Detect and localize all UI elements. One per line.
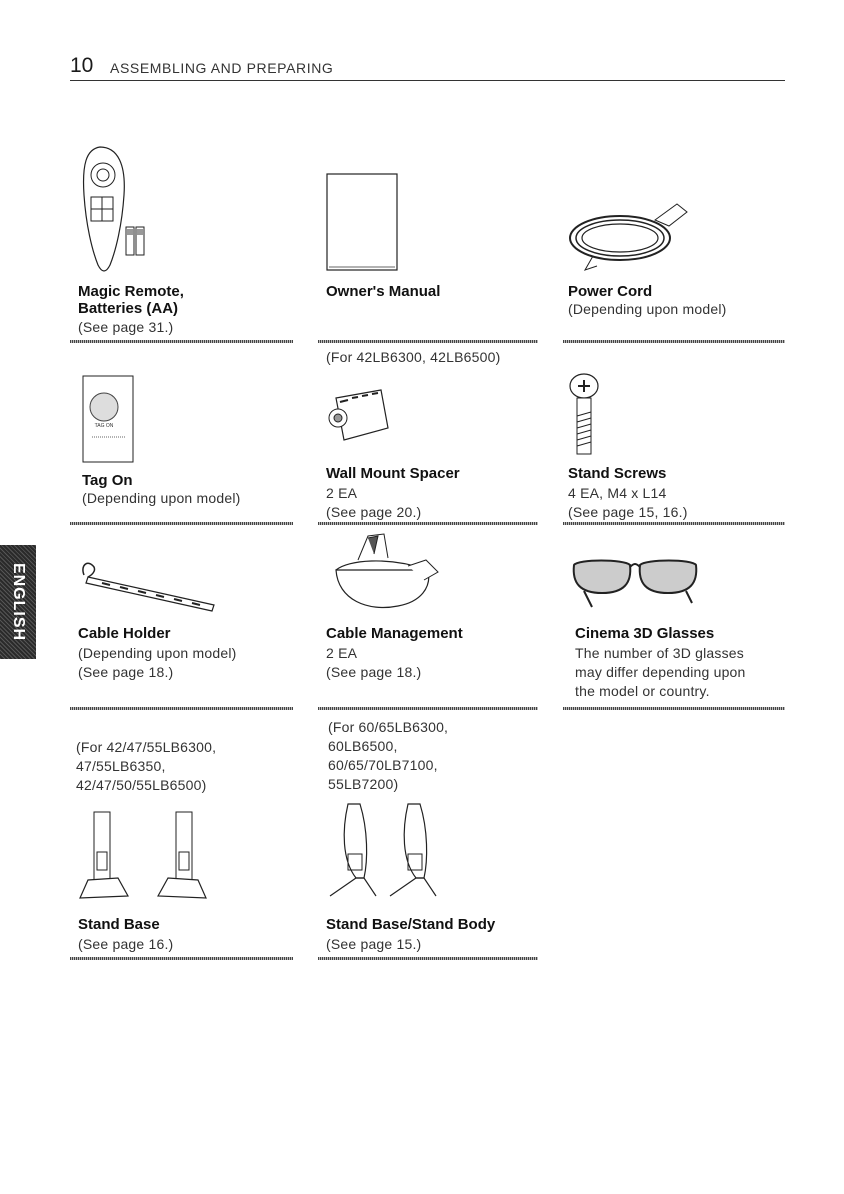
- wall-mount-spacer-illustration: [326, 388, 391, 444]
- divider: [318, 707, 538, 710]
- tag-on-name: Tag On: [82, 472, 133, 489]
- stand-body-model-line3: 60/65/70LB7100,: [328, 757, 438, 773]
- divider: [70, 340, 293, 343]
- language-tab-label: ENGLISH: [10, 562, 27, 642]
- cinema-3d-glasses-illustration: [568, 555, 703, 613]
- stand-base-body-name: Stand Base/Stand Body: [326, 916, 496, 933]
- language-tab: [0, 545, 36, 659]
- magic-remote-name-line2: Batteries (AA): [78, 300, 179, 317]
- cable-holder-detail-2: (See page 18.): [78, 664, 174, 680]
- tag-on-image-text: TAG ON: [94, 423, 114, 429]
- wall-mount-spacer-name: Wall Mount Spacer: [326, 465, 460, 482]
- stand-body-model-line2: 60LB6500,: [328, 738, 398, 754]
- magic-remote-illustration: [78, 145, 163, 285]
- owners-manual-illustration: [326, 173, 398, 271]
- power-cord-name: Power Cord: [568, 283, 653, 300]
- divider: [318, 340, 538, 343]
- divider: [563, 340, 785, 343]
- stand-base-body-page: (See page 15.): [326, 936, 422, 952]
- page-number: 10: [70, 54, 94, 77]
- cable-holder-name: Cable Holder: [78, 625, 171, 642]
- wall-mount-spacer-qty: 2 EA: [326, 485, 358, 501]
- cable-management-name: Cable Management: [326, 625, 463, 642]
- page-header: [70, 56, 785, 81]
- section-title: ASSEMBLING AND PREPARING: [110, 60, 334, 76]
- cinema-3d-glasses-note-1: The number of 3D glasses: [575, 645, 744, 661]
- stand-body-model-line1: (For 60/65LB6300,: [328, 719, 449, 735]
- stand-screws-spec: 4 EA, M4 x L14: [568, 485, 667, 501]
- divider: [563, 522, 785, 525]
- magic-remote-detail: (See page 31.): [78, 319, 174, 335]
- cinema-3d-glasses-note-3: the model or country.: [575, 683, 710, 699]
- cable-management-page: (See page 18.): [326, 664, 422, 680]
- cable-holder-detail-1: (Depending upon model): [78, 645, 237, 661]
- stand-base-page: (See page 16.): [78, 936, 174, 952]
- stand-body-model-line4: 55LB7200): [328, 776, 399, 792]
- divider: [70, 957, 293, 960]
- stand-base-illustration: [78, 808, 213, 906]
- magic-remote-name-line1: Magic Remote,: [78, 283, 184, 300]
- stand-screws-name: Stand Screws: [568, 465, 667, 482]
- cable-management-qty: 2 EA: [326, 645, 358, 661]
- stand-screw-illustration: [566, 372, 606, 460]
- power-cord-illustration: [565, 190, 695, 275]
- tag-on-detail: (Depending upon model): [82, 490, 241, 506]
- cable-management-illustration: [328, 530, 443, 612]
- stand-base-model-line2: 47/55LB6350,: [76, 758, 166, 774]
- divider: [70, 522, 293, 525]
- cable-holder-illustration: [76, 555, 221, 615]
- stand-base-model-line1: (For 42/47/55LB6300,: [76, 739, 217, 755]
- stand-screws-page: (See page 15, 16.): [568, 504, 688, 520]
- cinema-3d-glasses-note-2: may differ depending upon: [575, 664, 746, 680]
- divider: [318, 957, 538, 960]
- owners-manual-name: Owner's Manual: [326, 283, 441, 300]
- stand-base-model-line3: 42/47/50/55LB6500): [76, 777, 207, 793]
- divider: [563, 707, 785, 710]
- power-cord-detail: (Depending upon model): [568, 301, 727, 317]
- divider: [318, 522, 538, 525]
- tag-on-illustration: [82, 375, 134, 463]
- stand-base-body-illustration: [328, 800, 443, 902]
- stand-base-name: Stand Base: [78, 916, 160, 933]
- cinema-3d-glasses-name: Cinema 3D Glasses: [575, 625, 715, 642]
- divider: [70, 707, 293, 710]
- spacer-model-note: (For 42LB6300, 42LB6500): [326, 349, 501, 365]
- wall-mount-spacer-page: (See page 20.): [326, 504, 422, 520]
